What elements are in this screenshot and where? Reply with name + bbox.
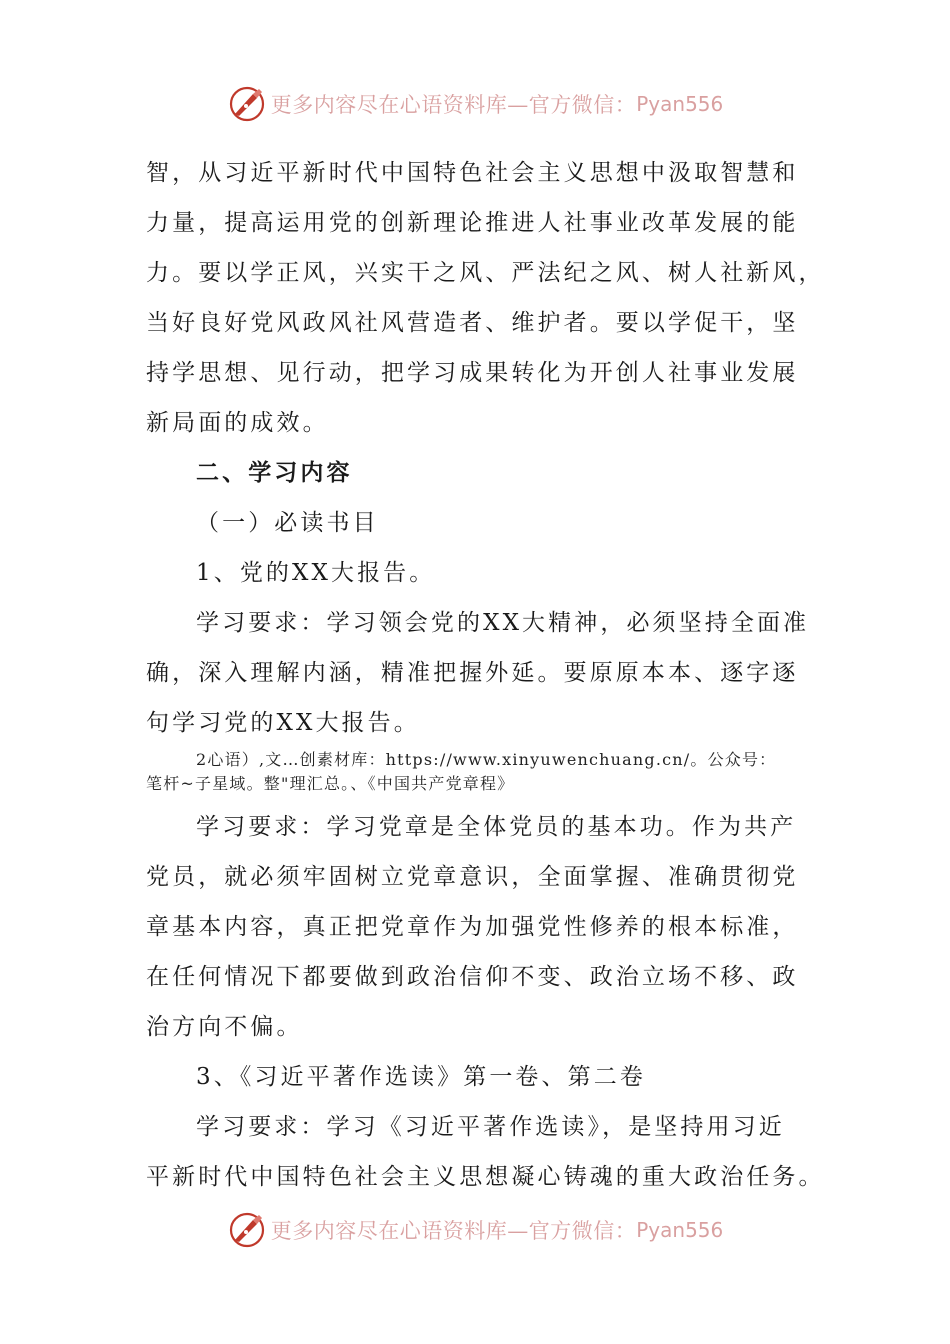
item-2-requirement-line: 学习要求：学习党章是全体党员的基本功。作为共产 bbox=[196, 814, 797, 840]
watermark-wechat-id: Pyan556 bbox=[636, 1218, 724, 1242]
pen-nib-circle-icon bbox=[227, 84, 267, 124]
garbled-watermark-line: 笔杆~子星域。整"理汇总。、《中国共产党章程》 bbox=[146, 774, 515, 793]
watermark-wechat-id: Pyan556 bbox=[636, 92, 724, 116]
item-2-requirement-line: 在任何情况下都要做到政治信仰不变、政治立场不移、政 bbox=[146, 964, 799, 990]
item-3-title: 3、《习近平著作选读》第一卷、第二卷 bbox=[196, 1064, 646, 1090]
paragraph-line: 力量，提高运用党的创新理论推进人社事业改革发展的能 bbox=[146, 210, 799, 236]
garbled-watermark-line: 2心语）,文…创素材库：https://www.xinyuwenchuang.cn/。公众号： bbox=[196, 750, 777, 769]
pen-nib-circle-icon bbox=[227, 1210, 267, 1250]
section-heading: 二、学习内容 bbox=[196, 459, 353, 486]
paragraph-line: 智，从习近平新时代中国特色社会主义思想中汲取智慧和 bbox=[146, 160, 799, 186]
paragraph-line: 持学思想、见行动，把学习成果转化为开创人社事业发展 bbox=[146, 360, 799, 386]
header-watermark-banner bbox=[0, 82, 950, 126]
footer-watermark bbox=[227, 1210, 724, 1250]
header-watermark bbox=[227, 84, 724, 124]
item-3-requirement-line: 学习要求：学习《习近平著作选读》，是坚持用习近 bbox=[196, 1114, 785, 1140]
sub-heading: （一）必读书目 bbox=[196, 510, 379, 536]
document-body bbox=[146, 148, 825, 1202]
item-2-requirement-line: 章基本内容，真正把党章作为加强党性修养的根本标准， bbox=[146, 914, 799, 940]
item-1-requirement-line: 句学习党的XX大报告。 bbox=[146, 710, 420, 736]
paragraph-line: 新局面的成效。 bbox=[146, 410, 329, 436]
watermark-text: 更多内容尽在心语资料库—官方微信： bbox=[270, 93, 637, 117]
paragraph-line: 当好良好党风政风社风营造者、维护者。要以学促干，坚 bbox=[146, 310, 799, 336]
item-3-requirement-line: 平新时代中国特色社会主义思想凝心铸魂的重大政治任务。 bbox=[146, 1164, 825, 1190]
item-2-requirement-line: 党员，就必须牢固树立党章意识，全面掌握、准确贯彻党 bbox=[146, 864, 799, 890]
item-1-title: 1、党的XX大报告。 bbox=[196, 560, 436, 586]
watermark-text: 更多内容尽在心语资料库—官方微信： bbox=[270, 1219, 637, 1243]
item-1-requirement-line: 学习要求：学习领会党的XX大精神，必须坚持全面准 bbox=[196, 610, 810, 636]
item-2-requirement-line: 治方向不偏。 bbox=[146, 1014, 303, 1040]
paragraph-line: 力。要以学正风，兴实干之风、严法纪之风、树人社新风， bbox=[146, 260, 825, 286]
footer-watermark-banner bbox=[0, 1208, 950, 1252]
item-1-requirement-line: 确，深入理解内涵，精准把握外延。要原原本本、逐字逐 bbox=[146, 660, 799, 686]
